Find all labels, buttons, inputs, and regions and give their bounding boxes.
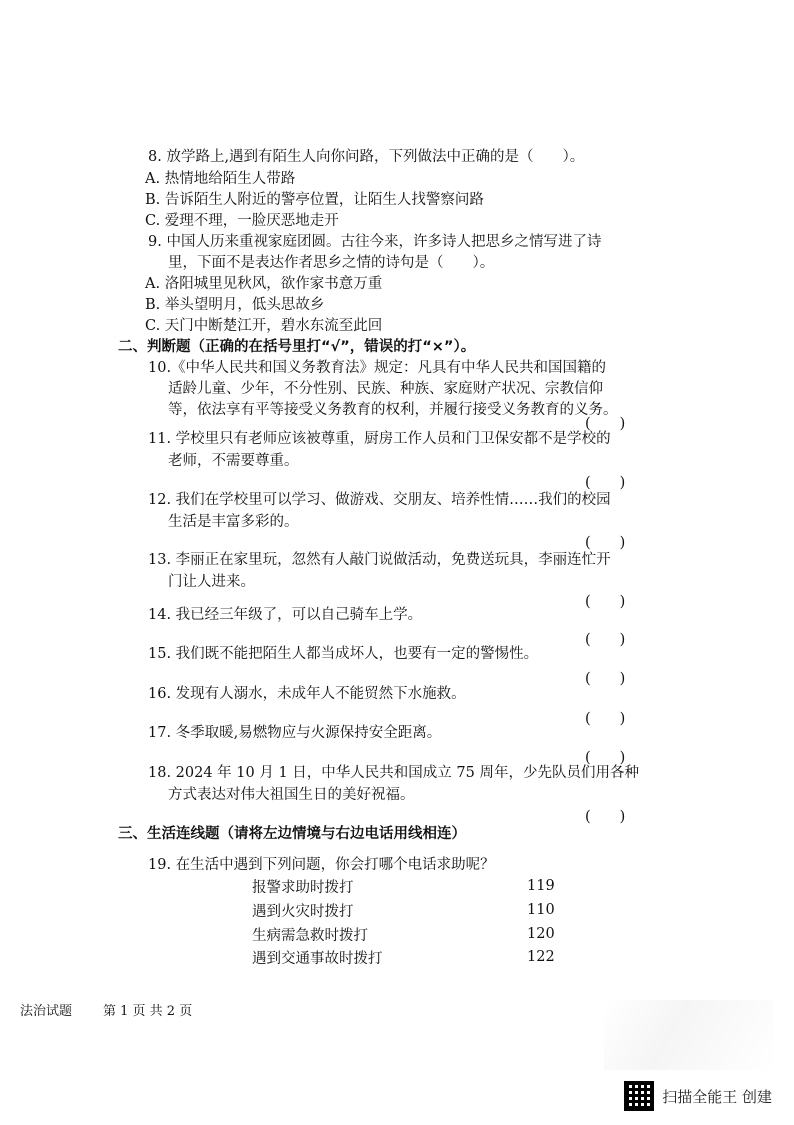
scan-artifact [604, 1000, 774, 1070]
q19-stem: 19. 在生活中遇到下列问题，你会打哪个电话求助呢？ [148, 857, 495, 873]
q18-line2: 方式表达对伟大祖国生日的美好祝福。 [168, 787, 415, 803]
q15-line1: 15. 我们既不能把陌生人都当成坏人，也要有一定的警惕性。 [148, 646, 539, 662]
q8-stem: 8. 放学路上,遇到有陌生人向你问路，下列做法中正确的是（ ）。 [148, 149, 585, 165]
q10-line2: 适龄儿童、少年，不分性别、民族、种族、家庭财产状况、宗教信仰 [168, 381, 603, 397]
q13-answer-paren: ( ) [585, 594, 626, 610]
q16-answer-paren: ( ) [585, 711, 626, 727]
q10-line1: 10.《中华人民共和国义务教育法》规定：凡具有中华人民共和国国籍的 [148, 360, 607, 376]
q18-line1: 18. 2024 年 10 月 1 日，中华人民共和国成立 75 周年，少先队员们用各种 [148, 765, 639, 781]
footer-page-number: 第 1 页 共 2 页 [103, 1004, 193, 1019]
q8-option-c: C. 爱理不理，一脸厌恶地走开 [145, 213, 339, 229]
q11-line1: 11. 学校里只有老师应该被尊重，厨房工作人员和门卫保安都不是学校的 [148, 431, 611, 447]
q19-situation-2: 遇到火灾时拨打 [252, 904, 354, 920]
q12-answer-paren: ( ) [585, 535, 626, 551]
q19-situation-3: 生病需急救时拨打 [252, 928, 368, 944]
q19-phone-4: 122 [527, 949, 555, 965]
section-2-title: 二、判断题（正确的在括号里打“√”，错误的打“×”）。 [118, 339, 476, 355]
q19-situation-1: 报警求助时拨打 [252, 880, 354, 896]
q15-answer-paren: ( ) [585, 671, 626, 687]
qr-code-icon [624, 1081, 654, 1111]
q11-line2: 老师，不需要尊重。 [168, 453, 299, 469]
q9-option-c: C. 天门中断楚江开，碧水东流至此回 [145, 318, 383, 334]
q10-answer-paren: ( ) [585, 416, 626, 432]
q9-option-b: B. 举头望明月，低头思故乡 [145, 297, 325, 313]
watermark-text: 扫描全能王 创建 [662, 1087, 772, 1106]
q9-option-a: A. 洛阳城里见秋风，欲作家书意万重 [145, 276, 383, 292]
q14-answer-paren: ( ) [585, 632, 626, 648]
q8-option-b: B. 告诉陌生人附近的警亭位置，让陌生人找警察问路 [145, 192, 484, 208]
q19-phone-1: 119 [527, 878, 555, 894]
q9-stem-line2: 里，下面不是表达作者思乡之情的诗句是（ ）。 [168, 255, 495, 271]
q12-line2: 生活是丰富多彩的。 [168, 514, 299, 530]
q18-answer-paren: ( ) [585, 809, 626, 825]
scanner-watermark [624, 1081, 772, 1111]
q9-stem-line1: 9. 中国人历来重视家庭团圆。古往今来，许多诗人把思乡之情写进了诗 [148, 234, 602, 250]
q10-line3: 等，依法享有平等接受义务教育的权利，并履行接受义务教育的义务。 [168, 402, 618, 418]
q19-phone-2: 110 [527, 902, 555, 918]
q17-answer-paren: ( ) [585, 750, 626, 766]
footer-subject: 法治试题 [20, 1004, 73, 1019]
q19-phone-3: 120 [527, 926, 555, 942]
q13-line2: 门让人进来。 [168, 574, 255, 590]
q17-line1: 17. 冬季取暖,易燃物应与火源保持安全距离。 [148, 725, 442, 741]
q11-answer-paren: ( ) [585, 475, 626, 491]
q13-line1: 13. 李丽正在家里玩，忽然有人敲门说做活动，免费送玩具，李丽连忙开 [148, 552, 611, 568]
q19-situation-4: 遇到交通事故时拨打 [252, 951, 383, 967]
q16-line1: 16. 发现有人溺水，未成年人不能贸然下水施救。 [148, 686, 466, 702]
q14-line1: 14. 我已经三年级了，可以自己骑车上学。 [148, 607, 423, 623]
section-3-title: 三、生活连线题（请将左边情境与右边电话用线相连） [118, 826, 466, 842]
q8-option-a: A. 热情地给陌生人带路 [145, 171, 296, 187]
q12-line1: 12. 我们在学校里可以学习、做游戏、交朋友、培养性情……我们的校园 [148, 492, 611, 508]
